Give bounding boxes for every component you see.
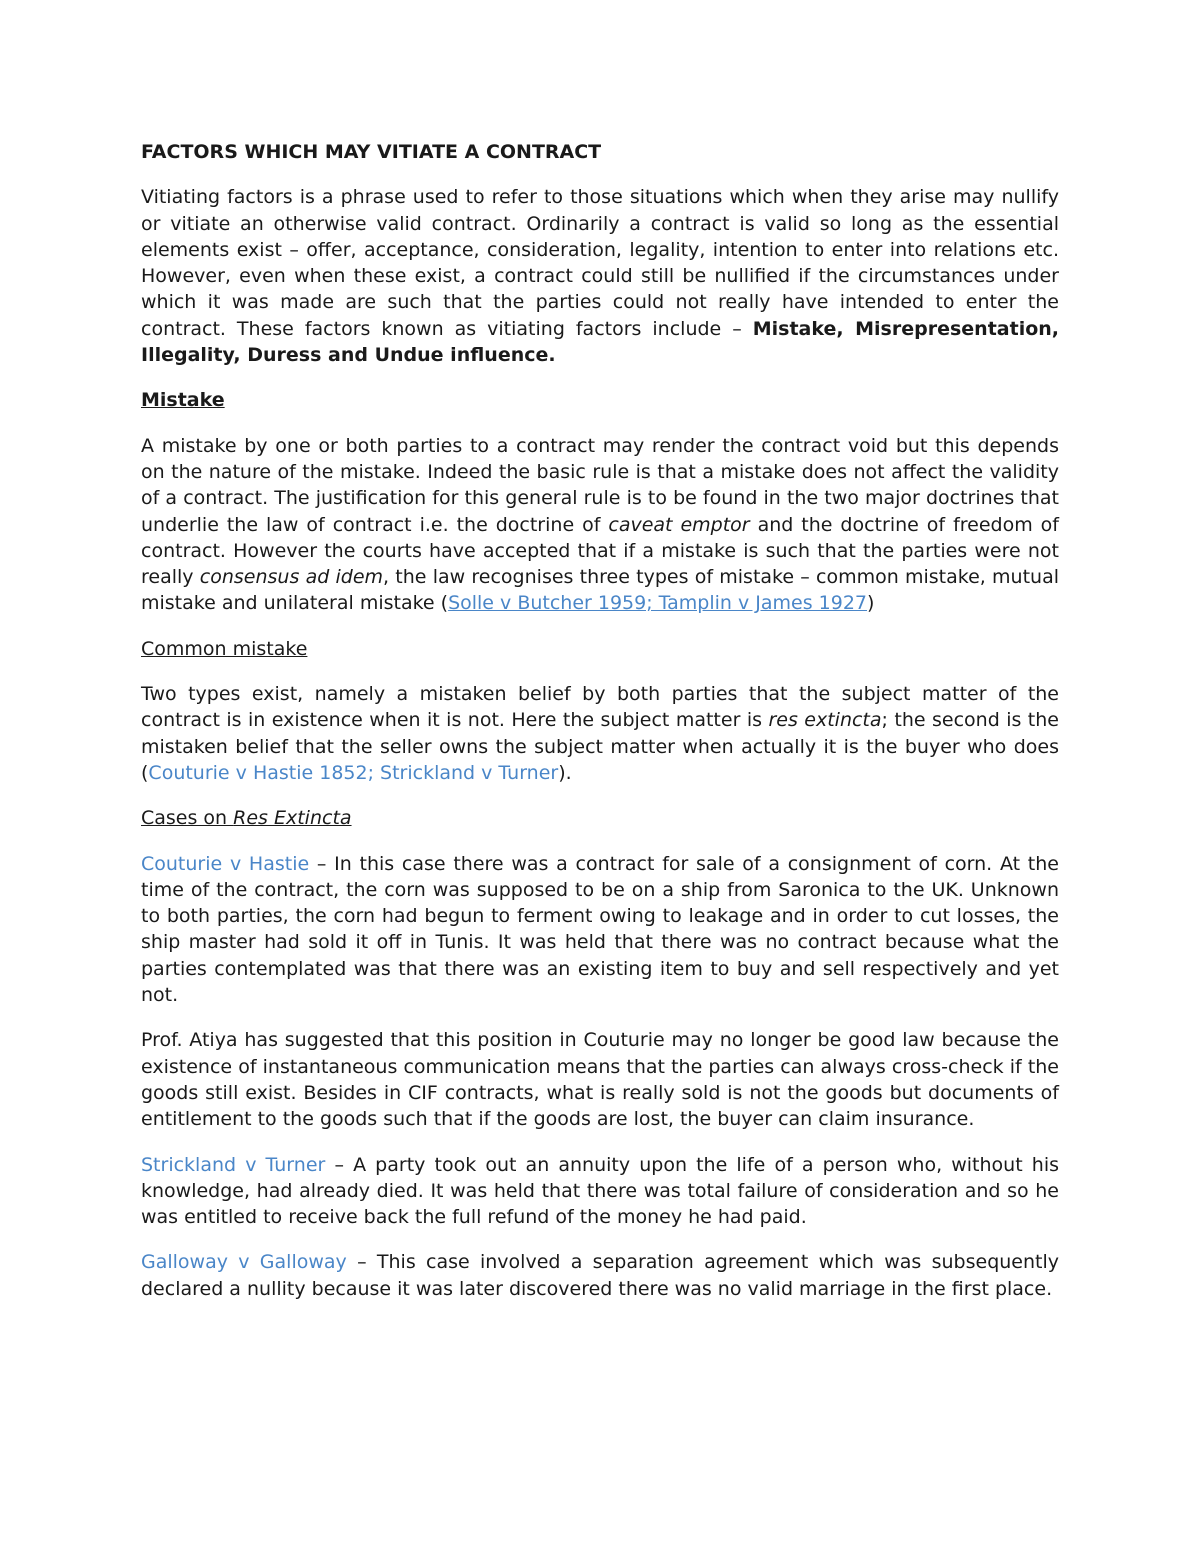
common-cases-reference[interactable]: Couturie v Hastie 1852; Strickland v Turner xyxy=(148,761,559,784)
mistake-text-a: A mistake by one or both parties to a contract may render the contract void but this depends on the nature of the mistake. Indeed the basic rule is that a mistake does not affect the validity of a contract. The justification for this general rule is to be found in the two major doctrines that underlie the law of contract i.e. the doctrine of xyxy=(141,434,1059,536)
document-title: FACTORS WHICH MAY VITIATE A CONTRACT xyxy=(141,141,602,163)
atiya-paragraph: Prof. Atiya has suggested that this position in Couturie may no longer be good law because the existence of instantaneous communication means that the parties can always cross-check if the goods still exist. Besides in CIF contracts, what is really sold is not the goods but documents of entitlement to the goods such that if the goods are lost, the buyer can claim insurance. xyxy=(141,1029,1059,1131)
strickland-text: – A party took out an annuity upon the life of a person who, without his knowledge, had already died. It was held that there was total failure of consideration and so he was entitled to receive back the full refund of the money he had paid. xyxy=(141,1153,1059,1229)
res-extincta-heading xyxy=(141,805,1059,831)
intro-text: Vitiating factors is a phrase used to refer to those situations which when they arise may nullify or vitiate an otherwise valid contract. Ordinarily a contract is valid so long as the essential elements exist – offer, acceptance, consideration, legality, intention to enter into relations etc. However, even when these exist, a contract could still be nullified if the circumstances under which it was made are such that the parties could not really have intended to enter the contract. These factors known as vitiating factors include – xyxy=(141,186,1059,340)
mistake-text-b: and the doctrine of freedom of contract. However the courts have accepted that if a mistake is such that the parties were not really xyxy=(141,513,1059,589)
common-text-c: ). xyxy=(558,761,572,784)
galloway-case-name[interactable]: Galloway v Galloway xyxy=(141,1251,347,1274)
galloway-paragraph xyxy=(141,1249,1059,1302)
res-extincta-term: res extincta xyxy=(768,709,882,732)
mistake-heading: Mistake xyxy=(141,389,225,412)
res-heading-italic: Res Extincta xyxy=(233,807,352,830)
consensus-term: consensus ad idem xyxy=(199,566,384,589)
strickland-case-name[interactable]: Strickland v Turner xyxy=(141,1153,326,1176)
document-page xyxy=(141,139,1059,1321)
caveat-emptor-term: caveat emptor xyxy=(608,513,750,536)
solle-tamplin-link[interactable]: Solle v Butcher 1959; Tamplin v James 1927 xyxy=(448,592,867,615)
intro-paragraph xyxy=(141,184,1059,368)
galloway-text: – This case involved a separation agreement which was subsequently declared a nullity because it was later discovered there was no valid marriage in the first place. xyxy=(141,1251,1060,1300)
couturie-paragraph xyxy=(141,851,1059,1009)
common-text-b: ; the second is the mistaken belief that the seller owns the subject matter when actually it is the buyer who does ( xyxy=(141,709,1059,784)
common-mistake-heading: Common mistake xyxy=(141,637,308,660)
intro-factors-bold: Mistake, Misrepresentation, Illegality, Duress and Undue influence. xyxy=(141,317,1059,367)
common-mistake-paragraph xyxy=(141,681,1059,786)
couturie-text: – In this case there was a contract for sale of a consignment of corn. At the time of the contract, the corn was supposed to be on a ship from Saronica to the UK. Unknown to both parties, the corn had begun to ferment owing to leakage and in order to cut losses, the ship master had sold it off in Tunis. It was held that there was no contract because what the parties contemplated was that there was an existing item to buy and sell respectively and yet not. xyxy=(141,852,1059,1007)
mistake-paragraph xyxy=(141,433,1059,617)
common-text-a: Two types exist, namely a mistaken belief by both parties that the subject matter of the contract is in existence when it is not. Here the subject matter is xyxy=(141,683,1059,732)
res-heading-prefix: Cases on xyxy=(141,807,234,830)
couturie-case-name[interactable]: Couturie v Hastie xyxy=(141,852,310,875)
mistake-text-d: ) xyxy=(867,592,875,615)
mistake-text-c: , the law recognises three types of mistake – common mistake, mutual mistake and unilateral mistake ( xyxy=(141,566,1060,615)
strickland-paragraph xyxy=(141,1152,1059,1231)
